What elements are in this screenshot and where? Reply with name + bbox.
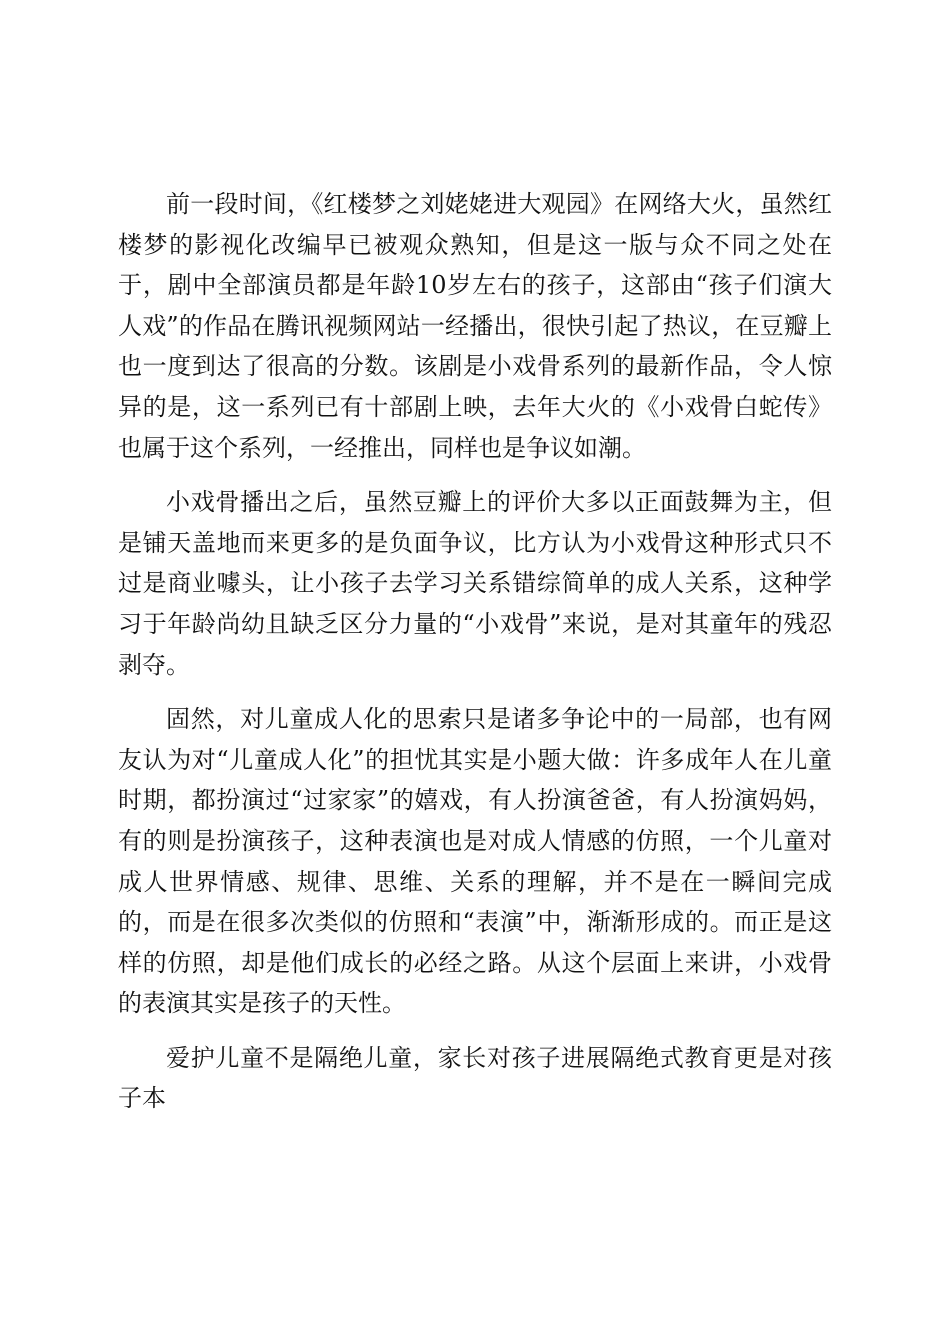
document-body: [118, 184, 832, 1133]
paragraph-3: 固然，对儿童成人化的思索只是诸多争论中的一局部，也有网友认为对“儿童成人化”的担忧其实是小题大做：许多成年人在儿童时期，都扮演过“过家家”的嬉戏，有人扮演爸爸，有人扮演妈妈，有的则是扮演孩子，这种表演也是对成人情感的仿照，一个儿童对成人世界情感、规律、思维、关系的理解，并不是在一瞬间完成的，而是在很多次类似的仿照和“表演”中，渐渐形成的。而正是这样的仿照，却是他们成长的必经之路。从这个层面上来讲，小戏骨的表演其实是孩子的天性。: [118, 705, 832, 1018]
paragraph-1: 前一段时间，《红楼梦之刘姥姥进大观园》在网络大火，虽然红楼梦的影视化改编早已被观众熟知，但是这一版与众不同之处在于，剧中全部演员都是年龄10岁左右的孩子，这部由“孩子们演大人戏”的作品在腾讯视频网站一经播出，很快引起了热议，在豆瓣上也一度到达了很高的分数。该剧是小戏骨系列的最新作品，令人惊异的是，这一系列已有十部剧上映，去年大火的《小戏骨白蛇传》也属于这个系列，一经推出，同样也是争议如潮。: [118, 190, 832, 462]
paragraph-4: 爱护儿童不是隔绝儿童，家长对孩子进展隔绝式教育更是对孩子本: [118, 1043, 832, 1113]
paragraph-2: 小戏骨播出之后，虽然豆瓣上的评价大多以正面鼓舞为主，但是铺天盖地而来更多的是负面争议，比方认为小戏骨这种形式只不过是商业噱头，让小孩子去学习关系错综简单的成人关系，这种学习于年龄尚幼且缺乏区分力量的“小戏骨”来说，是对其童年的残忍剥夺。: [118, 488, 832, 679]
